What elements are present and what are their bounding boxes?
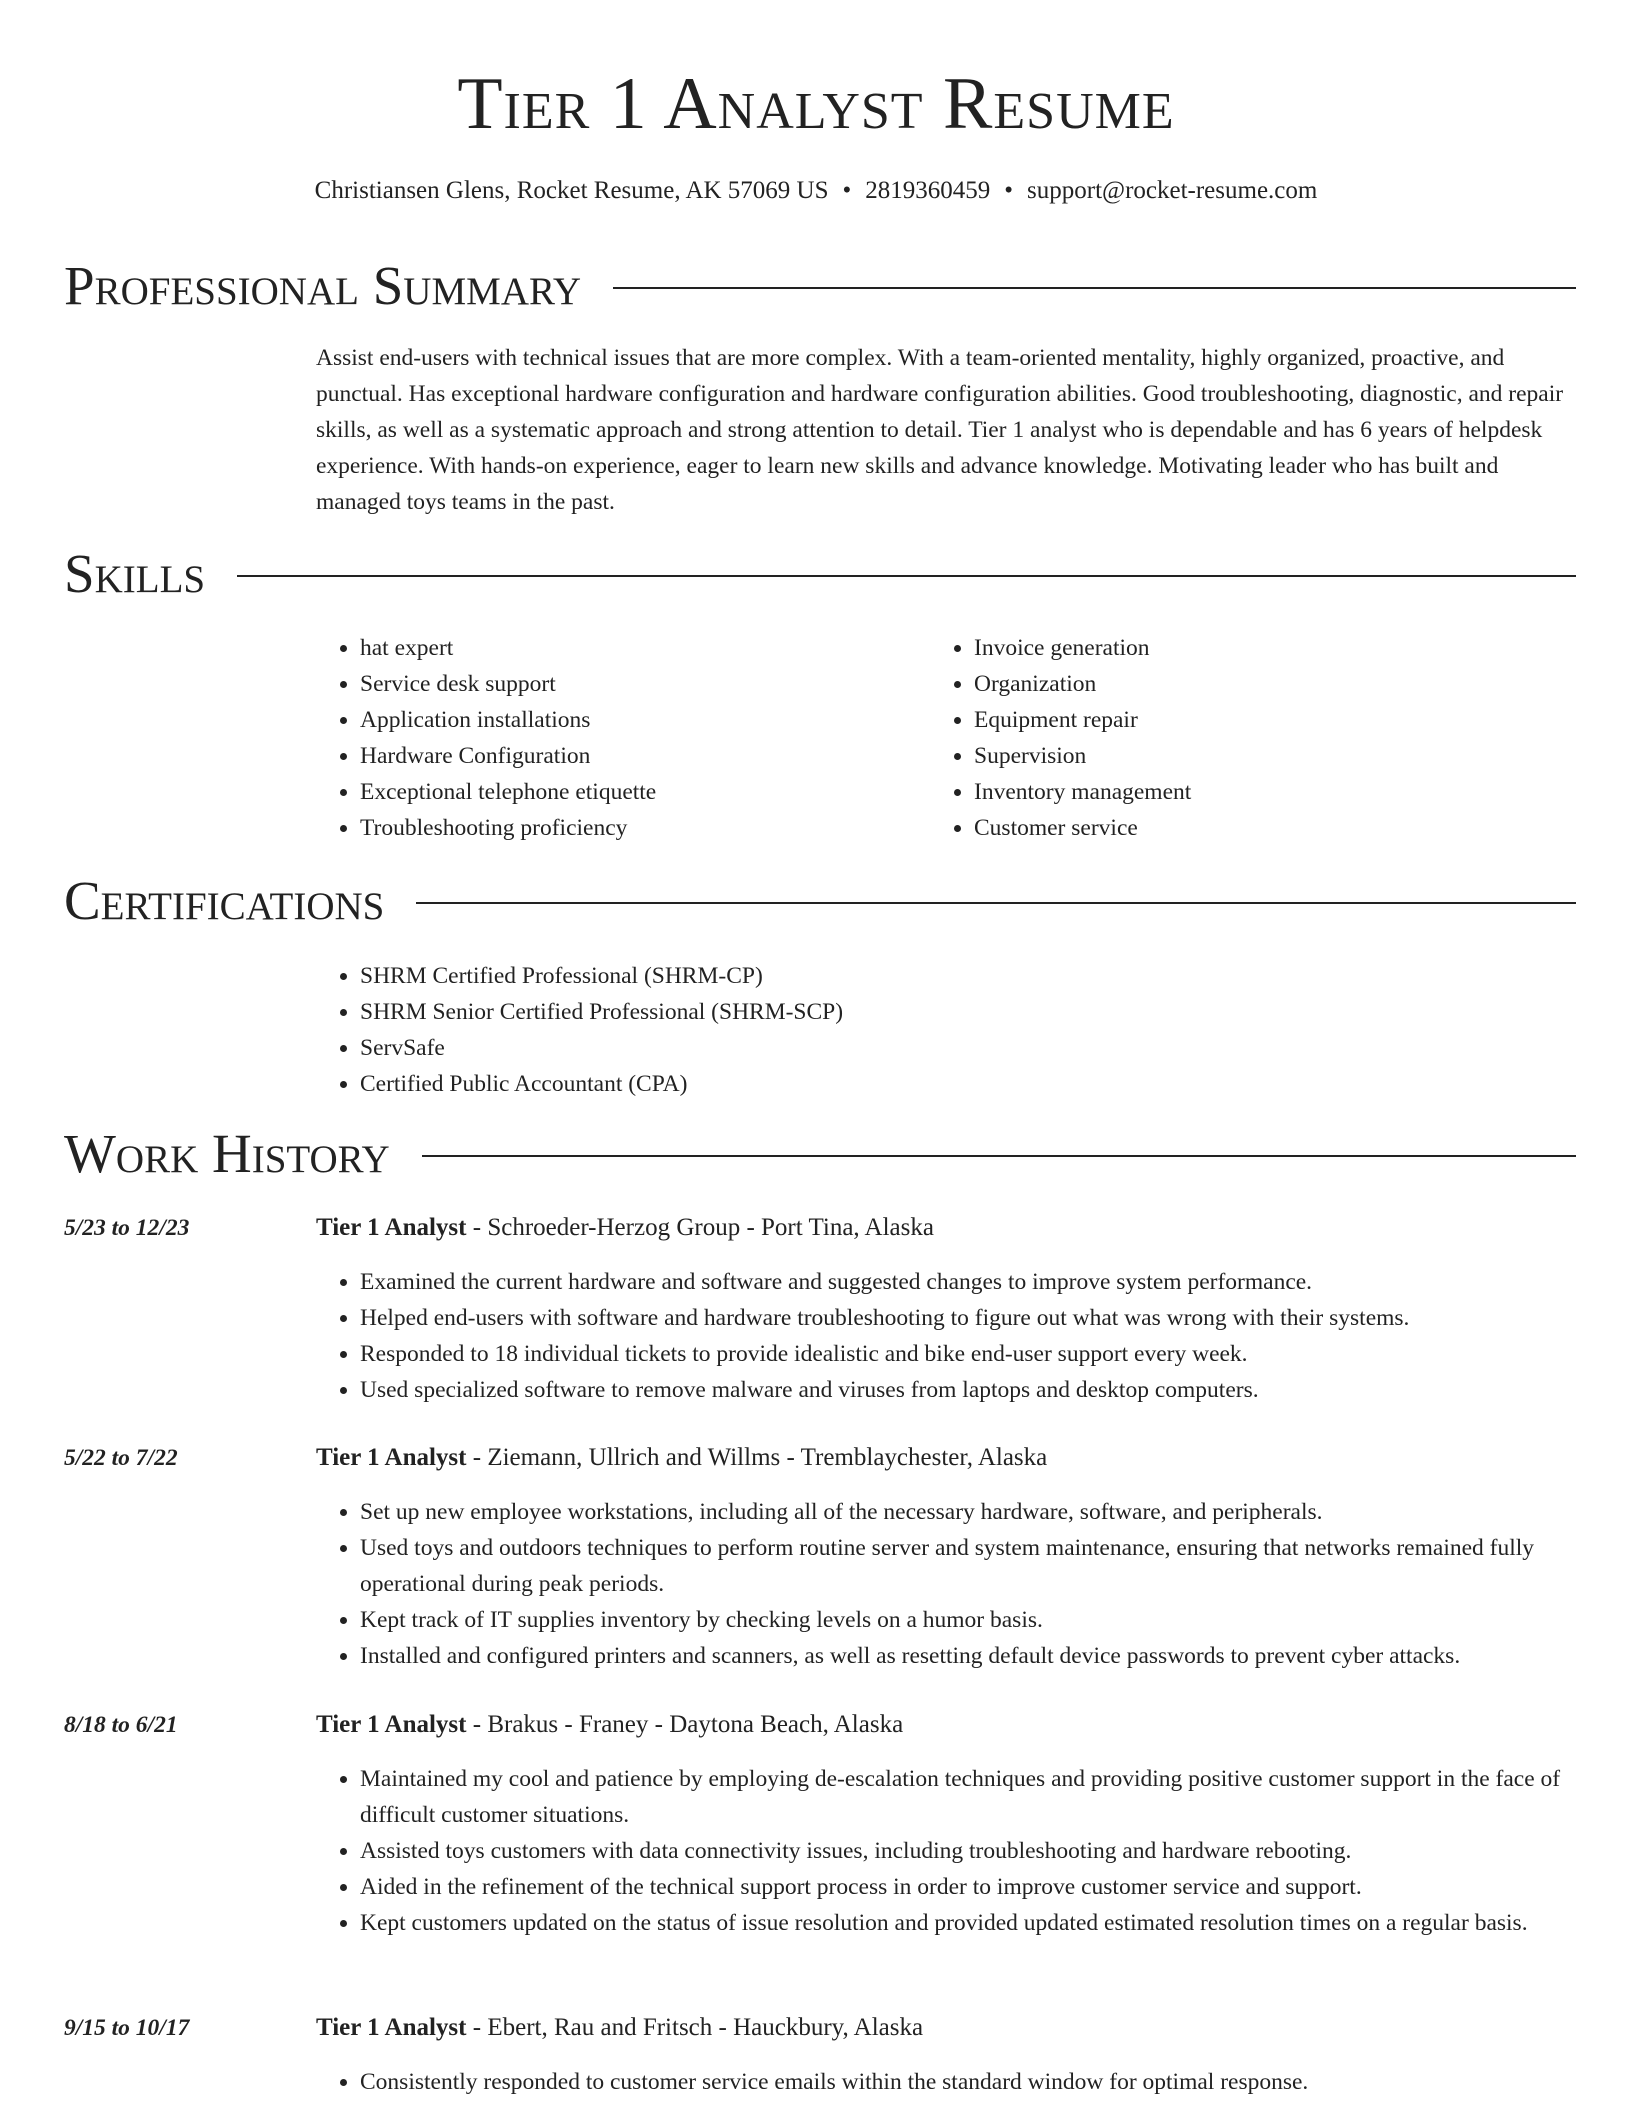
job-bullets xyxy=(316,1761,1622,1941)
job-bullet: • Examined the current hardware and software and suggested changes to improve system performance. xyxy=(360,1264,1622,1300)
skill-item: • Invoice generation xyxy=(974,630,1574,666)
section-divider xyxy=(422,1155,1576,1157)
job-bullets xyxy=(316,1494,1622,1674)
summary-section-header xyxy=(64,256,1576,316)
skill-item: • Supervision xyxy=(974,738,1574,774)
contact-phone: 2819360459 xyxy=(865,177,991,204)
job-title: Tier 1 Analyst xyxy=(316,1214,467,1241)
certification-item: • Certified Public Accountant (CPA) xyxy=(360,1066,1360,1102)
job-title-line xyxy=(316,1707,903,1743)
job-dates: 8/18 to 6/21 xyxy=(64,1712,178,1738)
skill-item: • Exceptional telephone etiquette xyxy=(360,774,920,810)
job-bullet: • Helped end-users with software and hardware troubleshooting to figure out what was wrong with their systems. xyxy=(360,1300,1622,1336)
skills-heading: Skills xyxy=(64,543,206,604)
job-bullets xyxy=(316,2064,1622,2100)
skill-item: • Hardware Configuration xyxy=(360,738,920,774)
job-title: Tier 1 Analyst xyxy=(316,1711,467,1738)
job-bullet: • Used specialized software to remove malware and viruses from laptops and desktop computers. xyxy=(360,1372,1622,1408)
certification-item: • ServSafe xyxy=(360,1030,1360,1066)
skill-item: • Customer service xyxy=(974,810,1574,846)
job-bullet: • Aided in the refinement of the technical support process in order to improve customer service and support. xyxy=(360,1869,1622,1905)
contact-line xyxy=(0,174,1632,208)
job-title: Tier 1 Analyst xyxy=(316,1444,467,1471)
job-title-line xyxy=(316,2010,923,2046)
job-bullet: • Maintained my cool and patience by employing de-escalation techniques and providing positive customer support in the face of difficult customer situations. xyxy=(360,1761,1622,1833)
skill-item: • Equipment repair xyxy=(974,702,1574,738)
skill-item: • Service desk support xyxy=(360,666,920,702)
contact-address: Christiansen Glens, Rocket Resume, AK 57069 US xyxy=(314,177,829,204)
certifications-section-header xyxy=(64,871,1576,931)
section-divider xyxy=(613,287,1576,289)
skill-item: • Inventory management xyxy=(974,774,1574,810)
job-dates: 5/23 to 12/23 xyxy=(64,1215,190,1241)
work-section-header xyxy=(64,1124,1576,1184)
job-dates: 5/22 to 7/22 xyxy=(64,1445,178,1471)
certifications-list xyxy=(316,958,1360,1102)
job-bullet: • Set up new employee workstations, including all of the necessary hardware, software, and peripherals. xyxy=(360,1494,1622,1530)
job-company: - Ebert, Rau and Fritsch - Hauckbury, Alaska xyxy=(466,2014,924,2041)
certifications-heading: Certifications xyxy=(64,870,385,931)
resume-title: Tier 1 Analyst Resume xyxy=(457,63,1175,145)
skills-section-header xyxy=(64,544,1576,604)
section-divider xyxy=(416,902,1576,904)
skills-list-left xyxy=(316,630,920,846)
job-bullet: • Kept customers updated on the status of issue resolution and provided updated estimated resolution times on a regular basis. xyxy=(360,1905,1622,1941)
work-heading: Work History xyxy=(64,1123,390,1184)
job-bullet: • Used toys and outdoors techniques to perform routine server and system maintenance, ensuring that networks remained fully operational during peak periods. xyxy=(360,1530,1622,1602)
job-title-line xyxy=(316,1210,934,1246)
skill-item: • Troubleshooting proficiency xyxy=(360,810,920,846)
skill-item: • hat expert xyxy=(360,630,920,666)
contact-email[interactable]: support@rocket-resume.com xyxy=(1027,177,1318,204)
job-company: - Brakus - Franey - Daytona Beach, Alaska xyxy=(466,1711,904,1738)
skill-item: • Application installations xyxy=(360,702,920,738)
certification-item: • SHRM Senior Certified Professional (SHRM-SCP) xyxy=(360,994,1360,1030)
job-bullet: • Kept track of IT supplies inventory by checking levels on a humor basis. xyxy=(360,1602,1622,1638)
job-dates: 9/15 to 10/17 xyxy=(64,2015,190,2041)
job-company: - Schroeder-Herzog Group - Port Tina, Alaska xyxy=(466,1214,934,1241)
summary-heading: Professional Summary xyxy=(64,255,582,316)
job-title: Tier 1 Analyst xyxy=(316,2014,467,2041)
certification-item: • SHRM Certified Professional (SHRM-CP) xyxy=(360,958,1360,994)
job-bullet: • Responded to 18 individual tickets to provide idealistic and bike end-user support every week. xyxy=(360,1336,1622,1372)
job-bullet: • Assisted toys customers with data connectivity issues, including troubleshooting and hardware rebooting. xyxy=(360,1833,1622,1869)
job-company: - Ziemann, Ullrich and Willms - Tremblaychester, Alaska xyxy=(466,1444,1048,1471)
section-divider xyxy=(237,575,1576,577)
job-bullet: • Installed and configured printers and scanners, as well as resetting default device passwords to prevent cyber attacks. xyxy=(360,1638,1622,1674)
job-title-line xyxy=(316,1440,1047,1476)
summary-text: Assist end-users with technical issues that are more complex. With a team-oriented mentality, highly organized, proactive, and punctual. Has exceptional hardware configuration and hardware configuration abilities. Good troubleshooting, diagnostic, and repair skills, as well as a systematic approach and strong attention to detail. Tier 1 analyst who is dependable and has 6 years of helpdesk experience. With hands-on experience, eager to learn new skills and advance knowledge. Motivating leader who has built and managed toys teams in the past. xyxy=(316,345,1564,515)
skill-item: • Organization xyxy=(974,666,1574,702)
contact-separator: • xyxy=(1004,177,1014,204)
skills-list-right xyxy=(930,630,1574,846)
contact-separator: • xyxy=(842,177,852,204)
job-bullets xyxy=(316,1264,1622,1408)
job-bullet: • Consistently responded to customer service emails within the standard window for optimal response. xyxy=(360,2064,1622,2100)
